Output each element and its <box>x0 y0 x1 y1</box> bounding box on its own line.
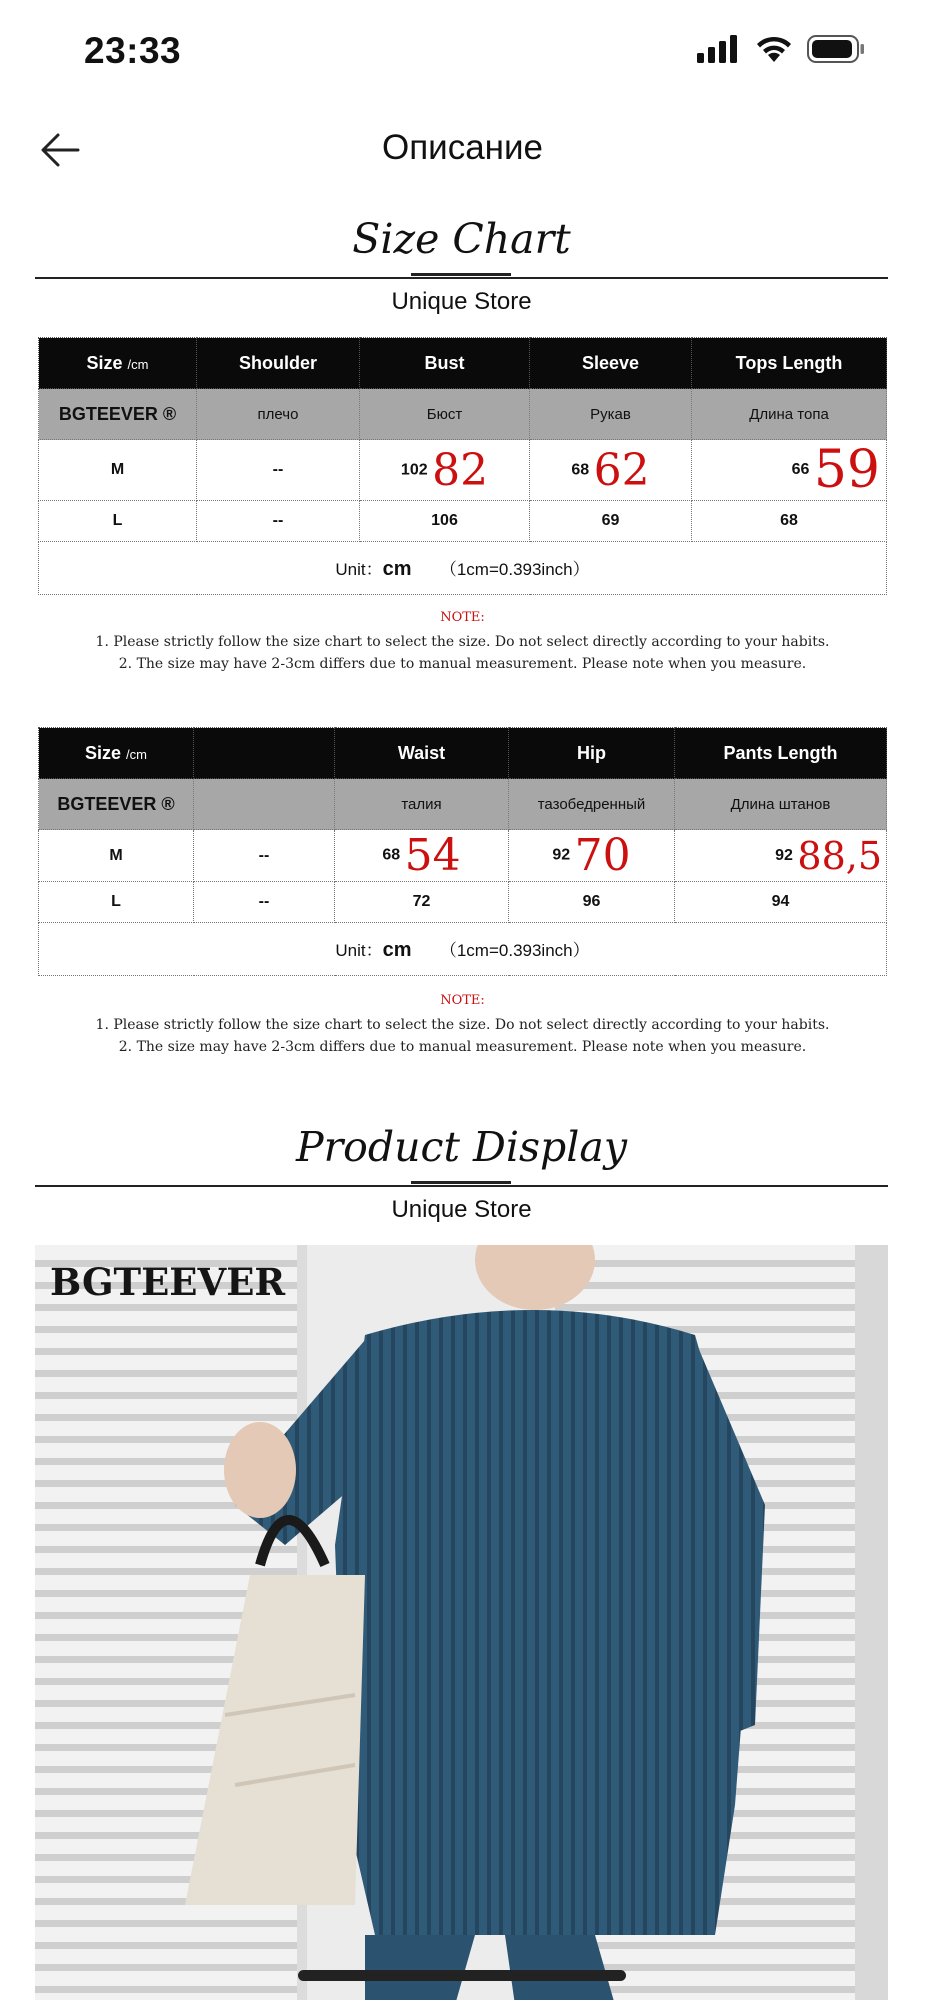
header-pants-length: Pants Length <box>675 728 887 779</box>
header-size: Size /cm <box>39 728 194 779</box>
handwritten-note: 88,5 <box>797 833 882 878</box>
table-cell <box>194 779 335 830</box>
table-brand-row <box>39 779 887 830</box>
description-content[interactable] <box>0 205 925 2000</box>
product-illustration <box>35 1245 888 2000</box>
table-cell: 68 62 <box>530 440 692 501</box>
handwritten-note: 62 <box>593 444 650 496</box>
table-cell: L <box>39 882 194 923</box>
table-cell: 69 <box>530 501 692 542</box>
header-hip: Hip <box>509 728 675 779</box>
pants-size-table <box>38 727 887 976</box>
store-name: Unique Store <box>391 288 532 315</box>
status-icons <box>697 35 865 63</box>
note-line: 1. Please strictly follow the size chart to select the size. Do not select directly according to your habits. <box>95 634 830 650</box>
header-waist: Waist <box>335 728 509 779</box>
unit-cell: Unit：cm （1cm=0.393inch） <box>39 923 887 976</box>
note-line: 2. The size may have 2-3cm differs due to manual measurement. Please note when you measure. <box>118 1039 807 1055</box>
table-header-row <box>39 728 887 779</box>
handwritten-note: 59 <box>813 440 880 500</box>
divider <box>35 1185 888 1187</box>
divider-accent <box>411 1181 511 1184</box>
table-cell: L <box>39 501 197 542</box>
header-sleeve: Sleeve <box>530 338 692 389</box>
table-cell: 68 <box>692 501 887 542</box>
header-tops-length: Tops Length <box>692 338 887 389</box>
size-note <box>0 610 925 672</box>
table-cell: Длина топа <box>692 389 887 440</box>
table-cell: 106 <box>360 501 530 542</box>
divider <box>35 277 888 279</box>
table-cell: M <box>39 830 194 882</box>
handwritten-note: 70 <box>574 830 631 881</box>
header-bust: Bust <box>360 338 530 389</box>
product-display-title: Product Display <box>296 1123 627 1171</box>
signal-icon <box>697 35 741 63</box>
header-size: Size /cm <box>39 338 197 389</box>
home-indicator[interactable] <box>298 1970 626 1981</box>
size-chart-header <box>35 215 888 315</box>
note-title: NOTE: <box>440 610 485 625</box>
table-cell: 102 82 <box>360 440 530 501</box>
header-shoulder: Shoulder <box>197 338 360 389</box>
table-row <box>39 440 887 501</box>
table-unit-row <box>39 923 887 976</box>
header-blank <box>194 728 335 779</box>
table-cell: -- <box>194 830 335 882</box>
table-cell: 66 59 <box>692 440 887 501</box>
brand-cell: BGTEEVER ® <box>39 779 194 830</box>
table-cell: Рукав <box>530 389 692 440</box>
table-cell: 92 88,5 <box>675 830 887 882</box>
table-cell: талия <box>335 779 509 830</box>
table-row <box>39 882 887 923</box>
table-unit-row <box>39 542 887 595</box>
unit-cell: Unit：cm （1cm=0.393inch） <box>39 542 887 595</box>
table-brand-row <box>39 389 887 440</box>
table-row <box>39 830 887 882</box>
table-cell: -- <box>197 440 360 501</box>
table-cell: тазобедренный <box>509 779 675 830</box>
store-name: Unique Store <box>391 1196 532 1223</box>
table-cell: 96 <box>509 882 675 923</box>
note-line: 1. Please strictly follow the size chart to select the size. Do not select directly according to your habits. <box>95 1017 830 1033</box>
note-title: NOTE: <box>440 993 485 1008</box>
handwritten-note: 82 <box>432 444 489 496</box>
brand-cell: BGTEEVER ® <box>39 389 197 440</box>
note-line: 2. The size may have 2-3cm differs due to manual measurement. Please note when you measure. <box>118 656 807 672</box>
table-cell: M <box>39 440 197 501</box>
page-title: Описание <box>381 128 544 167</box>
brand-watermark: BGTEEVER <box>50 1260 286 1304</box>
table-cell: -- <box>197 501 360 542</box>
status-bar <box>0 0 925 100</box>
handwritten-note: 54 <box>404 830 461 881</box>
table-row <box>39 501 887 542</box>
battery-icon <box>807 35 865 63</box>
product-display-header <box>35 1123 888 1223</box>
wifi-icon <box>755 35 793 63</box>
table-cell: 94 <box>675 882 887 923</box>
size-chart-title: Size Chart <box>352 215 571 263</box>
table-cell: 92 70 <box>509 830 675 882</box>
size-note <box>0 993 925 1055</box>
table-cell: плечо <box>197 389 360 440</box>
table-cell: Длина штанов <box>675 779 887 830</box>
table-cell: 68 54 <box>335 830 509 882</box>
table-cell: 72 <box>335 882 509 923</box>
table-cell: -- <box>194 882 335 923</box>
tops-size-table <box>38 337 887 595</box>
nav-bar <box>0 100 925 200</box>
status-time: 23:33 <box>84 30 182 71</box>
table-header-row <box>39 338 887 389</box>
divider-accent <box>411 273 511 276</box>
product-photo[interactable] <box>35 1245 888 2000</box>
table-cell: Бюст <box>360 389 530 440</box>
